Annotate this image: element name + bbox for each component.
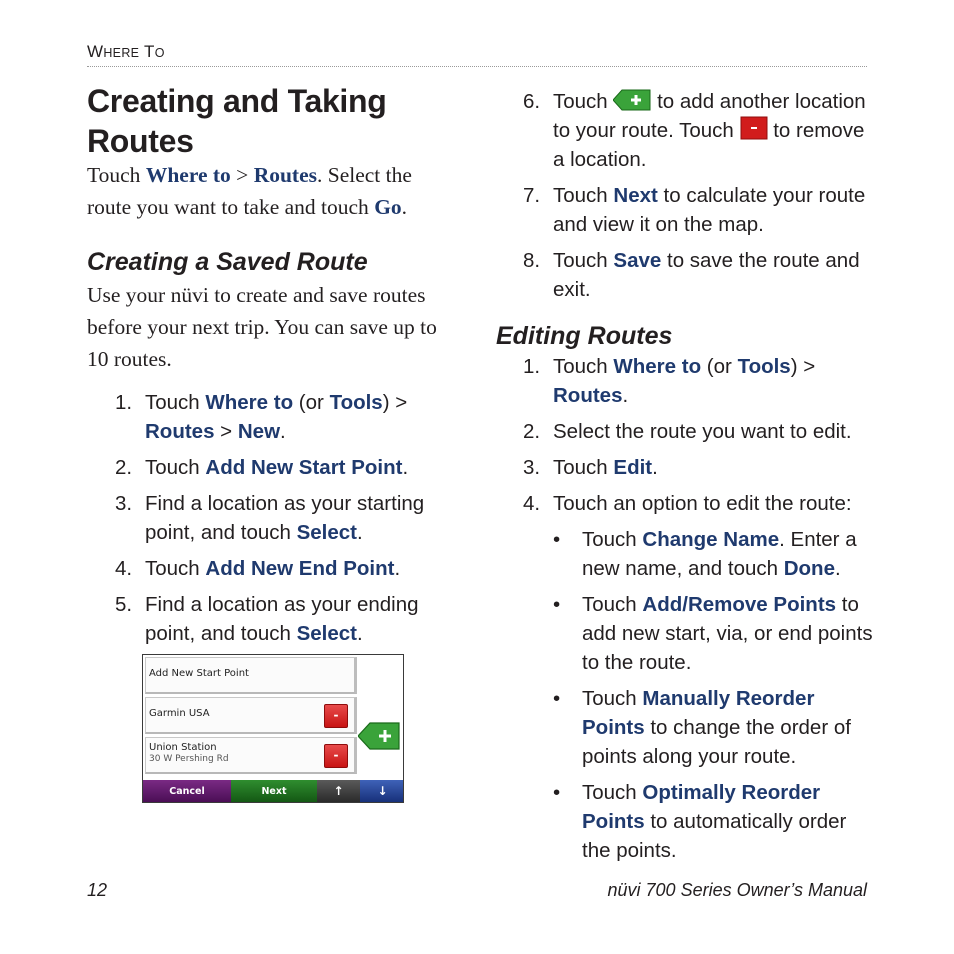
header-cap-t: T xyxy=(144,42,155,61)
text: Touch xyxy=(553,355,614,378)
text: (or xyxy=(701,355,738,378)
list-item xyxy=(523,489,873,865)
text: Touch xyxy=(553,90,614,113)
list-item xyxy=(115,489,435,547)
text: to remove a location. xyxy=(553,119,865,171)
remove-point-button[interactable]: - xyxy=(324,704,348,728)
list-item xyxy=(523,352,873,410)
text: Touch xyxy=(582,687,643,710)
route-point-row[interactable] xyxy=(145,697,357,734)
text: Touch xyxy=(87,163,146,187)
text: Touch xyxy=(582,781,643,804)
saved-route-steps-continued xyxy=(523,87,873,311)
keyword: Edit xyxy=(613,456,653,479)
keyword: Add New End Point xyxy=(205,557,395,580)
next-button[interactable]: Next xyxy=(231,780,317,802)
text: . xyxy=(357,521,363,544)
keyword: Select xyxy=(296,622,357,645)
text: Touch xyxy=(145,557,206,580)
text: . xyxy=(402,456,409,479)
text: Touch xyxy=(553,456,614,479)
keyword: Routes xyxy=(145,420,215,443)
bullet: • xyxy=(553,687,561,710)
text: . Select the route you want to take and touch xyxy=(87,163,412,219)
remove-point-button[interactable]: - xyxy=(324,744,348,768)
text: . xyxy=(622,384,629,407)
bullet: • xyxy=(553,528,561,551)
text: Touch an option to edit the route: xyxy=(553,492,852,515)
keyword: Add New Start Point xyxy=(205,456,403,479)
step-number: 8. xyxy=(523,249,541,272)
text: Select the route you want to edit. xyxy=(553,420,852,443)
keyword: New xyxy=(237,420,281,443)
keyword: Next xyxy=(613,184,658,207)
text: Touch xyxy=(582,593,643,616)
list-item xyxy=(115,590,435,648)
bullet: • xyxy=(553,781,561,804)
header-cap-w: W xyxy=(87,42,104,61)
saved-route-steps xyxy=(115,388,435,655)
list-item xyxy=(553,778,873,865)
text: . xyxy=(834,557,841,580)
step-number: 7. xyxy=(523,184,541,207)
keyword: Routes xyxy=(553,384,623,407)
header-divider xyxy=(87,66,867,67)
text: Find a location as your starting point, and touch xyxy=(145,492,425,544)
page-title xyxy=(87,81,387,161)
text: to automatically order the points. xyxy=(582,810,847,862)
text: > xyxy=(214,420,238,443)
keyword: Where to xyxy=(205,391,294,414)
edit-options-list xyxy=(553,525,873,865)
add-new-start-point-button[interactable] xyxy=(145,657,357,694)
text: . Enter a new name, and touch xyxy=(582,528,857,580)
text: to change the order of points along your route. xyxy=(582,716,851,768)
row-label: Union Station xyxy=(149,742,217,753)
saved-route-paragraph: Use your nüvi to create and save routes before your next trip. You can save up to 10 routes. xyxy=(87,283,437,371)
text: Touch xyxy=(553,249,614,272)
text: ) > xyxy=(790,355,816,378)
step-number: 3. xyxy=(523,456,541,479)
remove-point-icon xyxy=(740,116,768,140)
list-item xyxy=(553,590,873,677)
text: to save the route and exit. xyxy=(553,249,860,301)
list-item xyxy=(553,525,873,583)
row-label: Add New Start Point xyxy=(149,668,249,679)
intro-paragraph xyxy=(87,159,447,223)
keyword: Routes xyxy=(253,163,317,187)
device-bottom-bar xyxy=(143,780,404,802)
arrow-down-icon[interactable]: ↓ xyxy=(360,780,404,802)
step-number: 6. xyxy=(523,90,541,113)
list-item xyxy=(523,181,873,239)
text: Find a location as your ending point, and touch xyxy=(145,593,419,645)
list-item xyxy=(523,246,873,304)
step-number: 2. xyxy=(115,456,133,479)
row-label: Garmin USA xyxy=(149,708,210,719)
step-number: 4. xyxy=(115,557,133,580)
keyword: Select xyxy=(296,521,357,544)
keyword: Change Name xyxy=(642,528,780,551)
text: . xyxy=(401,195,408,219)
section-heading-saved-route: Creating a Saved Route xyxy=(87,248,368,276)
text: (or xyxy=(293,391,330,414)
text: > xyxy=(230,163,254,187)
add-point-icon xyxy=(613,89,651,111)
running-header xyxy=(87,42,165,62)
list-item xyxy=(523,417,873,446)
list-item xyxy=(523,453,873,482)
step-number: 3. xyxy=(115,492,133,515)
list-item xyxy=(115,554,435,583)
list-item xyxy=(115,453,435,482)
page-title-line1: Creating and Taking xyxy=(87,83,387,119)
text: to add another location to your route. Touch xyxy=(553,90,866,142)
add-point-icon[interactable] xyxy=(358,722,400,750)
list-item xyxy=(553,684,873,771)
route-point-row[interactable] xyxy=(145,737,357,774)
step-number: 5. xyxy=(115,593,133,616)
manual-title: nüvi 700 Series Owner’s Manual xyxy=(607,880,867,900)
text: to calculate your route and view it on the map. xyxy=(553,184,866,236)
editing-steps xyxy=(523,352,873,872)
list-item xyxy=(523,87,873,174)
text: Touch xyxy=(553,184,614,207)
keyword: Where to xyxy=(145,163,231,187)
keyword: Add/Remove Points xyxy=(642,593,837,616)
page-title-line2: Routes xyxy=(87,123,194,159)
keyword: Save xyxy=(613,249,662,272)
cancel-button[interactable]: Cancel xyxy=(143,780,231,802)
text: Touch xyxy=(582,528,643,551)
text: . xyxy=(357,622,363,645)
text: . xyxy=(652,456,658,479)
page-number: 12 xyxy=(87,880,108,900)
keyword: Done xyxy=(783,557,835,580)
keyword: Tools xyxy=(737,355,791,378)
step-number: 1. xyxy=(523,355,541,378)
list-item xyxy=(115,388,435,446)
keyword: Go xyxy=(374,195,402,219)
device-screenshot xyxy=(142,654,404,803)
arrow-up-icon[interactable]: ↑ xyxy=(317,780,360,802)
text: Touch xyxy=(145,456,206,479)
step-number: 1. xyxy=(115,391,133,414)
step-number: 2. xyxy=(523,420,541,443)
step-number: 4. xyxy=(523,492,541,515)
header-smallcaps-o: O xyxy=(154,46,165,60)
text: ) > xyxy=(382,391,408,414)
keyword: Tools xyxy=(329,391,383,414)
text: . xyxy=(280,420,286,443)
row-sublabel: 30 W Pershing Rd xyxy=(149,754,229,764)
keyword: Manually Reorder Points xyxy=(582,687,815,739)
keyword: Where to xyxy=(613,355,702,378)
text: Touch xyxy=(145,391,206,414)
text: to add new start, via, or end points to the route. xyxy=(582,593,873,674)
section-heading-editing-routes: Editing Routes xyxy=(496,322,673,350)
header-smallcaps-here: HERE xyxy=(103,46,140,60)
text: . xyxy=(394,557,401,580)
bullet: • xyxy=(553,593,561,616)
keyword: Optimally Reorder Points xyxy=(582,781,821,833)
